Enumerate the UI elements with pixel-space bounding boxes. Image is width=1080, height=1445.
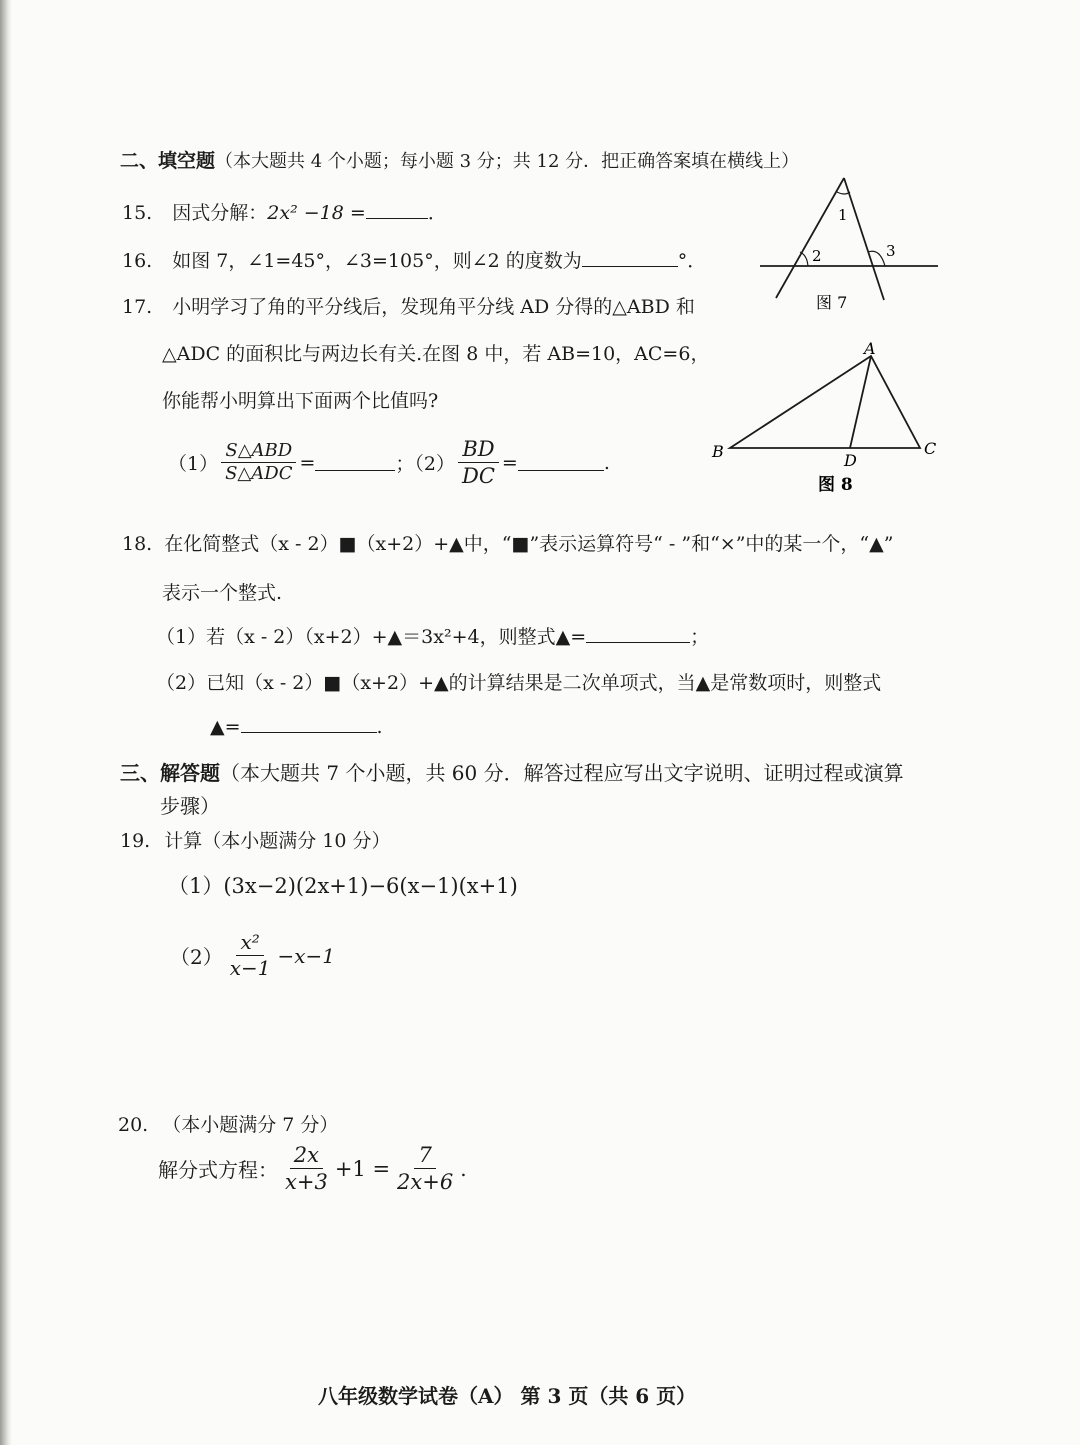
answer-blank[interactable] [586, 641, 690, 643]
answer-blank[interactable] [366, 217, 428, 219]
vertex-label-d: D [844, 451, 857, 470]
question-number: 18. [122, 533, 153, 555]
question-17-line-1 [122, 292, 695, 319]
equals-sign: = [501, 451, 518, 474]
expression-fraction [226, 930, 275, 981]
question-text: 在化简整式（x - 2）■（x+2）+▲中，“■”表示运算符号“ - ”和“×”中的某一个，“▲” [164, 533, 894, 555]
vertex-label-c: C [924, 439, 937, 458]
question-number: 17. [122, 296, 153, 318]
figure-7 [752, 170, 952, 320]
punctuation: . [603, 451, 610, 474]
triangle-abc [730, 356, 920, 448]
question-text: 解分式方程： [158, 1158, 278, 1183]
question-18-part-2-answer [210, 716, 383, 738]
question-18-part-1 [156, 622, 709, 649]
question-18-part-2: （2）已知（x - 2）■（x+2）+▲的计算结果是二次单项式，当▲是常数项时，则整式 [156, 672, 882, 694]
separator: ；（2） [395, 453, 455, 476]
question-17-line-3: 你能帮小明算出下面两个比值吗? [162, 390, 439, 412]
question-number: 20. [118, 1114, 149, 1136]
fraction-denominator: 2x+6 [397, 1170, 454, 1195]
answer-blank-2[interactable] [518, 469, 604, 471]
fraction-numerator: 2x [290, 1142, 323, 1169]
question-19-heading [120, 826, 391, 853]
question-title: 计算（本小题满分 10 分） [164, 830, 391, 852]
question-text: 小明学习了角的平分线后，发现角平分线 AD 分得的△ABD 和 [172, 296, 695, 318]
question-15 [122, 198, 447, 225]
fraction-numerator: 7 [414, 1142, 435, 1169]
section-2-note: （本大题共 4 个小题；每小题 3 分；共 12 分．把正确答案填在横线上） [215, 151, 800, 172]
section-3-note: （本大题共 7 个小题，共 60 分．解答过程应写出文字说明、证明过程或演算 [220, 761, 904, 785]
area-ratio-fraction [221, 440, 296, 486]
fraction-numerator: BD [458, 436, 498, 463]
equation-left-fraction [281, 1142, 332, 1196]
question-text: 如图 7，∠1=45°，∠3=105°，则∠2 的度数为 [172, 250, 582, 272]
fraction-denominator: S△ADC [225, 463, 293, 485]
figure-7-caption: 图 7 [816, 293, 848, 312]
question-16 [122, 246, 706, 273]
fraction-numerator: S△ABD [221, 440, 296, 464]
question-18-line-1 [122, 529, 893, 556]
question-title: （本小题满分 7 分） [162, 1114, 339, 1136]
punctuation: . [376, 716, 383, 738]
section-2-heading [120, 146, 799, 173]
transversal-right [844, 178, 884, 300]
page-footer: 八年级数学试卷（A） 第 3 页（共 6 页） [318, 1384, 697, 1408]
part-label: （2） [170, 945, 223, 969]
angle-label-2: 2 [812, 247, 822, 265]
question-17-parts [168, 436, 610, 490]
question-18-line-2: 表示一个整式. [162, 582, 283, 604]
question-text: 因式分解： [172, 202, 268, 224]
math-expression: 2x² −18 = [267, 202, 366, 224]
page-edge-shadow [0, 0, 12, 1445]
punctuation: °． [677, 250, 707, 272]
vertex-label-b: B [712, 442, 724, 461]
figure-8-caption: 图 8 [818, 475, 853, 495]
section-3-note-continued: 步骤） [160, 794, 220, 818]
transversal-left [776, 178, 844, 298]
angle-bisector-ad [850, 356, 871, 448]
fraction-numerator: x² [236, 930, 263, 956]
section-3-title: 三、解答题 [120, 761, 220, 785]
angle-label-1: 1 [838, 206, 848, 224]
answer-prefix: ▲= [210, 716, 241, 738]
part-1-label: （1） [168, 453, 219, 476]
question-20-equation [158, 1142, 467, 1196]
angle-label-3: 3 [886, 242, 896, 260]
equation-right-fraction [393, 1142, 457, 1196]
expression-rest: −x−1 [277, 943, 336, 968]
answer-blank[interactable] [241, 731, 377, 733]
punctuation: ； [690, 626, 710, 648]
question-number: 19. [120, 830, 151, 852]
fraction-denominator: DC [462, 464, 495, 489]
answer-blank[interactable] [582, 265, 678, 267]
question-19-part-1: （1）(3x−2)(2x+1)−6(x−1)(x+1) [168, 874, 518, 898]
segment-ratio-fraction [458, 436, 499, 490]
section-2-title: 二、填空题 [120, 150, 216, 172]
part-text: （1）若（x - 2）（x+2）+▲＝3x²+4，则整式▲= [156, 626, 587, 648]
punctuation: . [460, 1156, 467, 1181]
equals-sign: = [299, 451, 316, 474]
equation-middle: +1 = [334, 1156, 391, 1181]
section-3-heading [120, 757, 904, 786]
fraction-denominator: x−1 [229, 956, 271, 980]
question-17-line-2: △ADC 的面积比与两边长有关.在图 8 中，若 AB=10，AC=6， [162, 343, 710, 365]
question-20-heading [118, 1110, 338, 1137]
question-number: 16. [122, 250, 153, 272]
punctuation: ． [427, 202, 447, 224]
question-number: 15. [122, 202, 153, 224]
fraction-denominator: x+3 [285, 1170, 328, 1195]
vertex-label-a: A [864, 339, 876, 358]
answer-blank-1[interactable] [315, 469, 395, 471]
figure-8 [700, 336, 950, 500]
question-19-part-2 [170, 930, 335, 981]
